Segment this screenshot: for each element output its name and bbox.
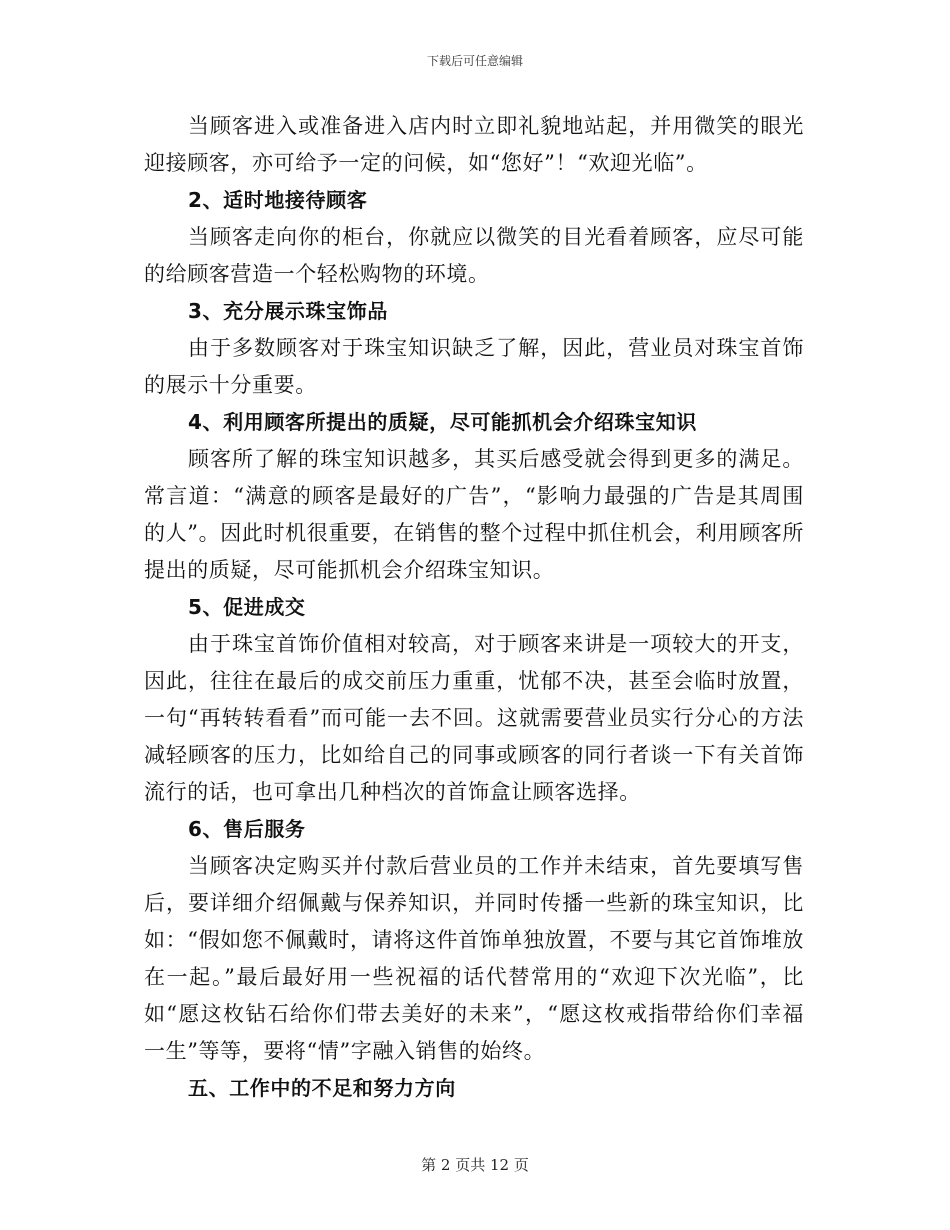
paragraph-reception: 当顾客走向你的柜台，你就应以微笑的目光看着顾客，应尽可能的给顾客营造一个轻松购物的环境。 — [144, 225, 804, 286]
paragraph-display: 由于多数顾客对于珠宝知识缺乏了解，因此，营业员对珠宝首饰的展示十分重要。 — [144, 336, 804, 397]
paragraph-after-sales: 当顾客决定购买并付款后营业员的工作并未结束，首先要填写售后，要详细介绍佩戴与保养知识，并同时传播一些新的珠宝知识，比如：“假如您不佩戴时，请将这件首饰单独放置，不要与其它首饰堆放在一起。”最后最好用一些祝福的话代替常用的“欢迎下次光临”，比如“愿这枚钻石给你们带去美好的未来”，“愿这枚戒指带给你们幸福一生”等等，要将“情”字融入销售的始终。 — [144, 854, 804, 1063]
section-heading-3: 3、充分展示珠宝饰品 — [188, 299, 388, 323]
document-body — [144, 108, 804, 1107]
paragraph-greeting: 当顾客进入或准备进入店内时立即礼貌地站起，并用微笑的眼光迎接顾客，亦可给予一定的问候，如“您好”！“欢迎光临”。 — [144, 114, 804, 175]
section-heading-2: 2、适时地接待顾客 — [188, 188, 368, 212]
section-heading-5: 5、促进成交 — [188, 595, 306, 619]
page-footer: 第 2 页共 12 页 — [421, 1156, 529, 1174]
section-heading-6: 6、售后服务 — [188, 817, 306, 841]
page-header: 下载后可任意编辑 — [426, 54, 523, 68]
paragraph-knowledge: 顾客所了解的珠宝知识越多，其买后感受就会得到更多的满足。常言道：“满意的顾客是最好的广告”，“影响力最强的广告是其周围的人”。因此时机很重要，在销售的整个过程中抓住机会，利用顾客所提出的质疑，尽可能抓机会介绍珠宝知识。 — [144, 447, 804, 582]
section-heading-five: 五、工作中的不足和努力方向 — [188, 1076, 456, 1100]
paragraph-closing-deal: 由于珠宝首饰价值相对较高，对于顾客来讲是一项较大的开支，因此，往往在最后的成交前压力重重，忧郁不决，甚至会临时放置，一句“再转转看看”而可能一去不回。这就需要营业员实行分心的方法减轻顾客的压力，比如给自己的同事或顾客的同行者谈一下有关首饰流行的话，也可拿出几种档次的首饰盒让顾客选择。 — [144, 632, 804, 804]
section-heading-4: 4、利用顾客所提出的质疑，尽可能抓机会介绍珠宝知识 — [188, 410, 697, 434]
